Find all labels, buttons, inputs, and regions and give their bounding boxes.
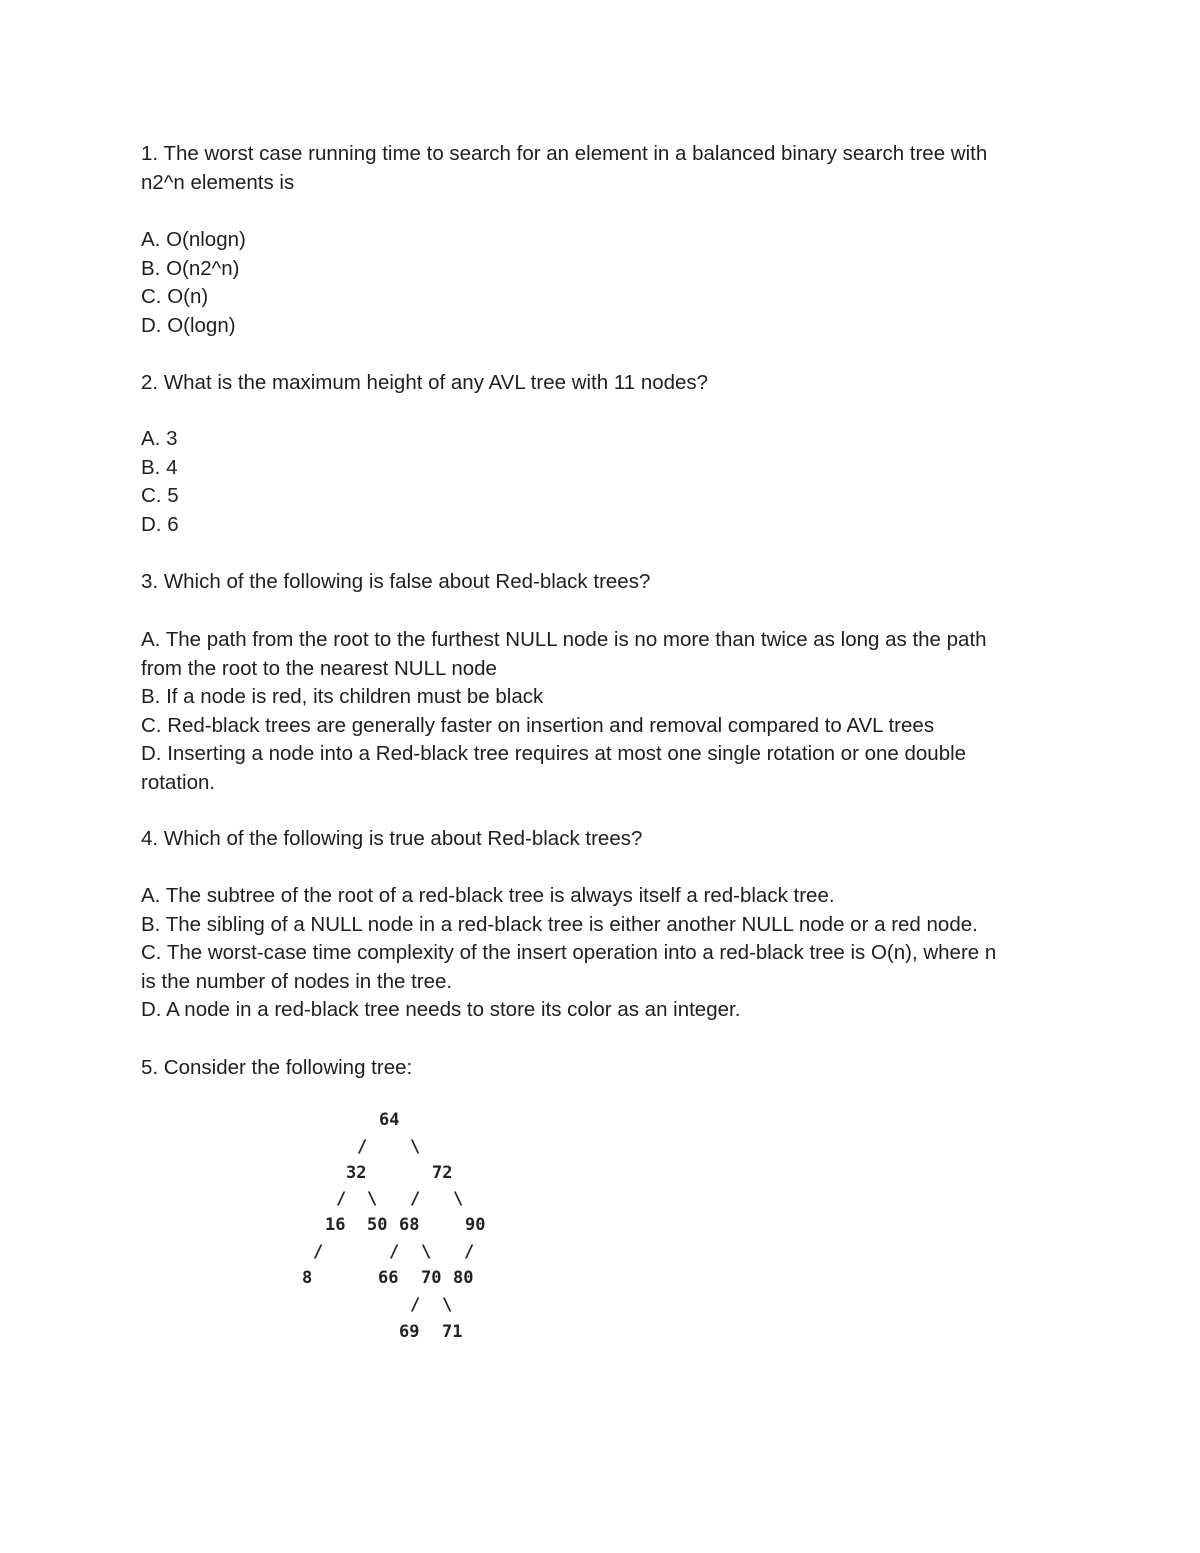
tree-node: 80	[453, 1268, 474, 1288]
tree-node: 90	[465, 1215, 486, 1235]
tree-edge: \	[453, 1189, 464, 1209]
tree-edge: \	[421, 1242, 432, 1262]
question-3-option-a: A. The path from the root to the furthest NULL node is no more than twice as long as the path	[141, 628, 987, 651]
tree-node: 68	[399, 1215, 420, 1235]
question-2-option-d: D. 6	[141, 512, 179, 536]
tree-node: 69	[399, 1322, 420, 1342]
tree-edge: /	[336, 1189, 347, 1209]
tree-node: 66	[378, 1268, 399, 1288]
question-1	[141, 140, 1061, 197]
question-1-option-c: C. O(n)	[141, 285, 209, 309]
question-1-option-d: D. O(logn)	[141, 313, 236, 337]
question-3-option-d: D. Inserting a node into a Red-black tree requires at most one single rotation or one double	[141, 742, 967, 766]
tree-node: 71	[442, 1322, 463, 1342]
question-3-option-d-cont: rotation.	[141, 770, 216, 794]
question-5	[141, 1054, 1061, 1083]
question-3	[141, 568, 1061, 597]
tree-edge: \	[410, 1137, 421, 1157]
question-2	[141, 369, 1061, 398]
question-2-option-c: C. 5	[141, 484, 179, 508]
question-1-option-a: A. O(nlogn)	[141, 228, 246, 251]
question-3-option-c: C. Red-black trees are generally faster on insertion and removal compared to AVL trees	[141, 713, 935, 737]
question-3-option-b: B. If a node is red, its children must be black	[141, 685, 544, 709]
tree-edge: /	[313, 1242, 324, 1262]
question-2-option-a: A. 3	[141, 427, 178, 450]
tree-node: 8	[302, 1268, 313, 1288]
tree-node: 70	[421, 1268, 442, 1288]
question-2-stem: 2. What is the maximum height of any AVL tree with 11 nodes?	[141, 371, 709, 394]
tree-edge: /	[410, 1189, 421, 1209]
question-1-stem-line-2: n2^n elements is	[141, 170, 295, 194]
question-4-option-b: B. The sibling of a NULL node in a red-black tree is either another NULL node or a red node.	[141, 912, 978, 936]
question-3-options	[141, 626, 1061, 798]
question-4-stem: 4. Which of the following is true about Red-black trees?	[141, 827, 643, 850]
tree-edge: \	[367, 1189, 378, 1209]
tree-edge: /	[389, 1242, 400, 1262]
tree-node: 16	[325, 1215, 346, 1235]
question-3-option-a-cont: from the root to the nearest NULL node	[141, 656, 497, 680]
question-4-option-c: C. The worst-case time complexity of the insert operation into a red-black tree is O(n), where n	[141, 941, 997, 965]
tree-edge: /	[410, 1295, 421, 1315]
question-4-option-d: D. A node in a red-black tree needs to store its color as an integer.	[141, 998, 741, 1022]
tree-node: 72	[432, 1163, 453, 1183]
question-5-stem: 5. Consider the following tree:	[141, 1056, 413, 1079]
question-2-options	[141, 425, 1061, 539]
question-1-stem-line-1: 1. The worst case running time to search for an element in a balanced binary search tree with	[141, 142, 988, 165]
question-4	[141, 825, 1061, 854]
question-4-options	[141, 882, 1061, 1025]
question-2-option-b: B. 4	[141, 455, 178, 479]
tree-edge: \	[442, 1295, 453, 1315]
tree-node: 50	[367, 1215, 388, 1235]
question-1-option-b: B. O(n2^n)	[141, 256, 240, 280]
tree-node: 32	[346, 1163, 367, 1183]
question-4-option-a: A. The subtree of the root of a red-black tree is always itself a red-black tree.	[141, 884, 835, 907]
question-4-option-c-cont: is the number of nodes in the tree.	[141, 969, 453, 993]
tree-edge: /	[464, 1242, 475, 1262]
tree-edge: /	[357, 1137, 368, 1157]
tree-node: 64	[379, 1110, 400, 1130]
question-3-stem: 3. Which of the following is false about Red-black trees?	[141, 570, 651, 593]
question-1-options	[141, 226, 1061, 340]
